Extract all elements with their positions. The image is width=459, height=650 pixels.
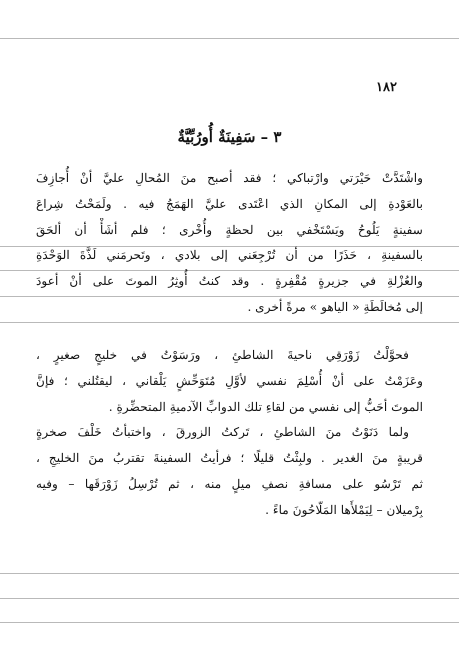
ruled-line — [0, 322, 459, 323]
ruled-line — [0, 622, 459, 623]
chapter-title: ٣ – سَفِينَةٌ أُورُبِّيَّةٌ — [177, 128, 282, 146]
text-line: ولما دَنَوْتُ منَ الشاطئِ ، تَركتُ الزورقَ ، واختبأتُ خَلْفَ صخرةٍ — [36, 425, 409, 440]
text-line: ثم تَرْسُو على مسافةِ نصفِ ميلٍ منه ، ثم تُرْسِلُ زَوْرَقَها – وفيه — [36, 476, 423, 491]
text-line: إلى مُخالَطَةِ « الياهو » مرةً أخرى . — [247, 299, 423, 314]
text-line: بِرْميلان – لِيَمْلأَها المَلّاحُونَ ماءً . — [265, 502, 423, 517]
text-line: واشْتَدَّتْ حَيْرَتي وارْتباكي ؛ فقد أصبح منَ المُحالِ عليَّ أنْ أُجازِفَ — [36, 171, 423, 185]
page-number: ١٨٢ — [376, 80, 397, 95]
ruled-line — [0, 38, 459, 39]
paragraph-2 — [36, 343, 423, 524]
text-line: بالعَوْدةِ إلى المكانِ الذي اعْتَدى عليَّ الهَمَجُ فيه . ولَمَحْتُ شِراعَ — [36, 196, 423, 211]
text-line: والعُزْلةِ في جزيرةٍ مُقْفِرةٍ . وقد كنتُ أُوثِرُ الموتَ على أنْ أعودَ — [36, 274, 423, 289]
ruled-line — [0, 598, 459, 599]
paragraph-1 — [36, 166, 423, 321]
text-line: سفينةٍ يَلُوحُ ويَسْتَخْفي بين لحظةٍ وأُخْرى ؛ فلم أشَأْ أن ألحَقَ — [36, 222, 423, 237]
text-line: وعَزَمْتُ على أنْ أُسْلِمَ نفسي لأوَّلِ مُتَوَحِّشٍ يَلْقاني ، ليقتُلني ؛ فإنَّ — [36, 373, 423, 388]
ruled-line — [0, 573, 459, 574]
text-line: فحوَّلْتُ زَوْرَقِي ناحيةَ الشاطئِ ، ورَسَوْتُ في خليجٍ صغيرٍ ، — [36, 348, 409, 362]
text-line: بالسفينةِ ، حَذَرًا من أن تُرْجِعَني إلى بلادي ، وتَحرمَني لَذَّةَ الوَحْدَةِ — [36, 248, 423, 263]
text-line: قريبةٍ منَ الغدير . ولبِثْتُ قليلًا ؛ فرأيتُ السفينةَ تقتربُ منَ الخليجِ ، — [36, 451, 423, 466]
text-line: الموتَ أحَبُّ إلى نفسي من لقاءِ تلك الدوابِّ الآدميةِ المتحضِّرةِ . — [108, 399, 423, 414]
